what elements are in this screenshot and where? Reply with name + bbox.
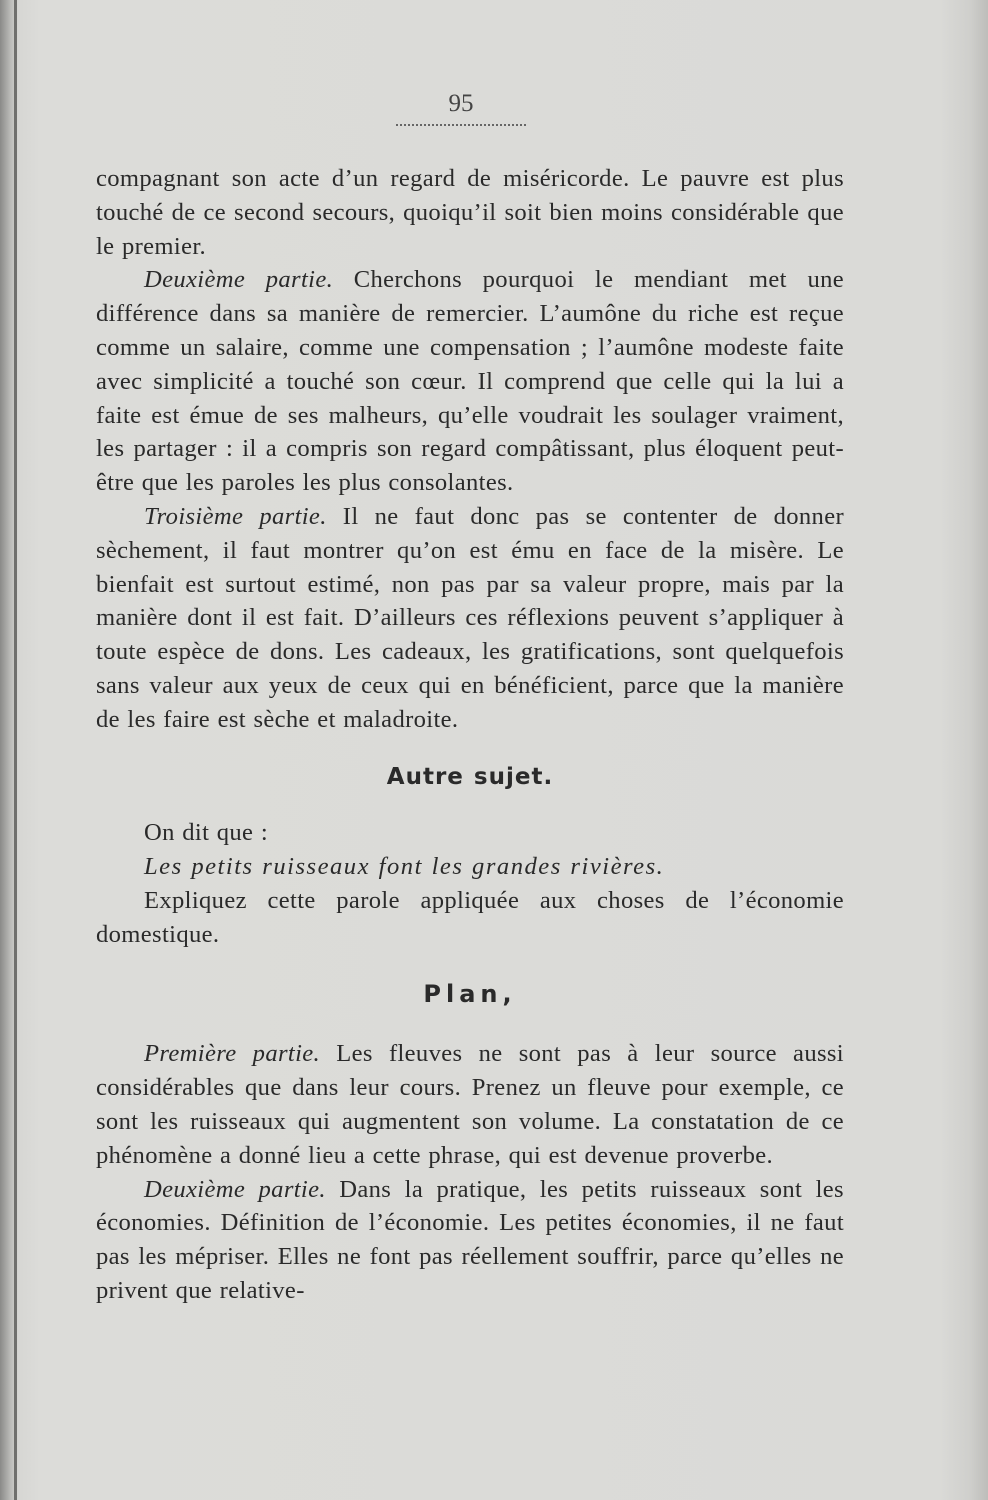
on-dit-line: On dit que : (144, 819, 269, 847)
heading-autre-sujet: Autre sujet. (386, 763, 554, 790)
paragraph-troisieme-partie (96, 500, 844, 737)
paragraph-text: Cherchons pourquoi le mendiant met une différence dans sa manière de remercier. L’aumône du riche est reçue comme un salaire, comme une compensation ; l’aumône modeste faite avec simplicité a touché son cœur. Il comprend que celle qui la lui a faite est émue de ses malheurs, qu’elle voudrait les soulager vraiment, les partager : il a compris son regard compâtissant, plus éloquent peut-être que les paroles les plus consolantes. (96, 266, 845, 497)
paragraph-deuxieme-partie (96, 263, 844, 500)
paragraph-text: Les fleuves ne sont pas à leur source aussi considérables que dans leur cours. Prenez un fleuve pour exemple, ce sont les ruisseaux qui augmentent son volume. La constatation de ce phénomène a donné lieu a cette phrase, qui est devenue proverbe. (96, 1040, 844, 1169)
section-label: Première partie. (144, 1040, 321, 1068)
page-number-rule (396, 124, 526, 126)
section-label: Deuxième partie. (144, 1175, 326, 1203)
paragraph-text: Dans la pratique, les petits ruisseaux sont les économies. Définition de l’économie. Les petites économies, il ne faut pas les mépriser. Elles ne font pas réellement souffrir, parce qu’elles ne privent que relative- (96, 1175, 844, 1304)
paragraph-deuxieme-partie-plan (96, 1173, 844, 1308)
explain-instruction: Expliquez cette parole appliquée aux choses de l’économie domestique. (96, 886, 844, 948)
page-number: 95 (448, 90, 474, 117)
paragraph-continuation: compagnant son acte d’un regard de miséricorde. Le pauvre est plus touché de ce second secours, quoiqu’il soit bien moins considérable que le premier. (96, 165, 844, 260)
page-body (96, 162, 844, 1308)
section-label: Troisième partie. (144, 502, 327, 530)
book-spine-edge (14, 0, 17, 1500)
section-label: Deuxième partie. (144, 266, 334, 294)
paragraph-premiere-partie (96, 1037, 844, 1172)
proverb-quote: Les petits ruisseaux font les grandes rivières. (144, 853, 665, 881)
heading-plan: Plan, (423, 979, 517, 1008)
paragraph-text: Il ne faut donc pas se contenter de donner sèchement, il faut montrer qu’on est ému en face de la misère. Le bienfait est surtout estimé, non pas par sa valeur propre, mais par la manière dont il est fait. D’ailleurs ces réflexions peuvent s’appliquer à toute espèce de dons. Les cadeaux, les gratifications, sont quelquefois sans valeur aux yeux de ceux qui en bénéficient, parce que la manière de les faire est sèche et maladroite. (96, 502, 844, 733)
